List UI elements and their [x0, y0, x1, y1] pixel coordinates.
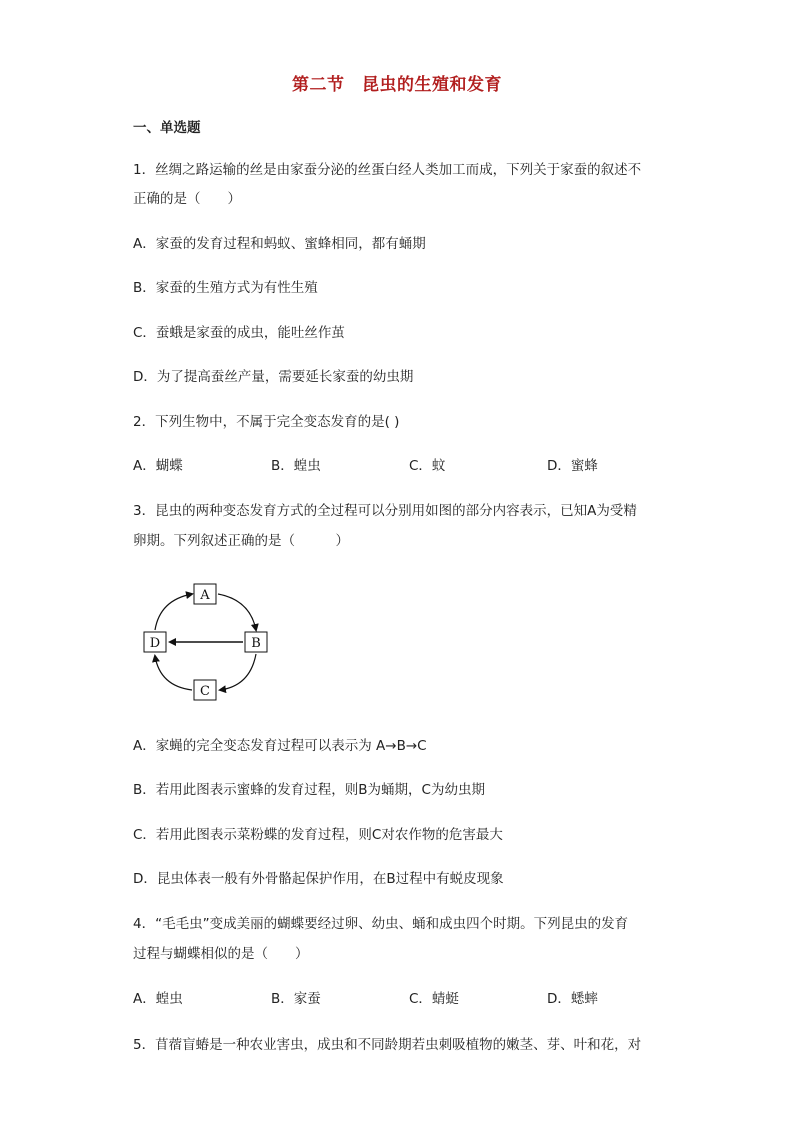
question-4-stem-line1: 4．“毛毛虫”变成美丽的蝴蝶要经过卵、幼虫、蛹和成虫四个时期。下列昆虫的发育 [133, 916, 629, 932]
node-d-label: D [149, 636, 161, 651]
question-2-option-b: B．蝗虫 [271, 458, 321, 474]
question-4-stem-line2: 过程与蝴蝶相似的是（ ） [133, 946, 309, 962]
question-2-option-d: D．蜜蜂 [547, 458, 598, 474]
development-cycle-diagram [140, 580, 280, 705]
question-1-option-d: D．为了提高蚕丝产量，需要延长家蚕的幼虫期 [133, 369, 414, 385]
arrow-a-to-b [218, 594, 256, 630]
question-3-option-c: C．若用此图表示菜粉蝶的发育过程，则C对农作物的危害最大 [133, 827, 503, 843]
question-4-option-d: D．蟋蟀 [547, 991, 598, 1007]
question-1-option-a: A．家蚕的发育过程和蚂蚁、蜜蜂相同，都有蛹期 [133, 236, 426, 252]
section-heading: 一、单选题 [133, 120, 201, 136]
arrow-d-to-a [155, 594, 192, 630]
node-c-label: C [200, 684, 210, 699]
question-2-option-a: A．蝴蝶 [133, 458, 183, 474]
question-4-option-c: C．蜻蜓 [409, 991, 459, 1007]
node-a-label: A [200, 588, 210, 603]
node-b [245, 632, 267, 652]
question-3-stem-line1: 3．昆虫的两种变态发育方式的全过程可以分别用如图的部分内容表示，已知A为受精 [133, 503, 637, 519]
arrow-b-to-c [220, 654, 256, 690]
node-d [144, 632, 166, 652]
question-1-stem-line2: 正确的是（ ） [133, 191, 241, 207]
node-a [194, 584, 216, 604]
arrow-c-to-d [155, 656, 192, 690]
question-3-option-a: A．家蝇的完全变态发育过程可以表示为 A→B→C [133, 738, 427, 754]
question-4-option-a: A．蝗虫 [133, 991, 183, 1007]
question-3-stem-line2: 卵期。下列叙述正确的是（ ） [133, 533, 349, 549]
question-2-option-c: C．蚊 [409, 458, 446, 474]
node-b-label: B [251, 636, 261, 651]
question-3-option-d: D．昆虫体表一般有外骨骼起保护作用，在B过程中有蜕皮现象 [133, 871, 504, 887]
question-3-option-b: B．若用此图表示蜜蜂的发育过程，则B为蛹期，C为幼虫期 [133, 782, 485, 798]
question-2-stem: 2．下列生物中，不属于完全变态发育的是( ) [133, 414, 400, 430]
question-1-option-c: C．蚕蛾是家蚕的成虫，能吐丝作茧 [133, 325, 345, 341]
question-4-option-b: B．家蚕 [271, 991, 321, 1007]
question-1-stem-line1: 1．丝绸之路运输的丝是由家蚕分泌的丝蛋白经人类加工而成，下列关于家蚕的叙述不 [133, 162, 642, 178]
question-5-stem-line1: 5．苜蓿盲蝽是一种农业害虫，成虫和不同龄期若虫刺吸植物的嫩茎、芽、叶和花，对 [133, 1037, 642, 1053]
question-1-option-b: B．家蚕的生殖方式为有性生殖 [133, 280, 318, 296]
node-c [194, 680, 216, 700]
page-title: 第二节 昆虫的生殖和发育 [292, 75, 502, 95]
